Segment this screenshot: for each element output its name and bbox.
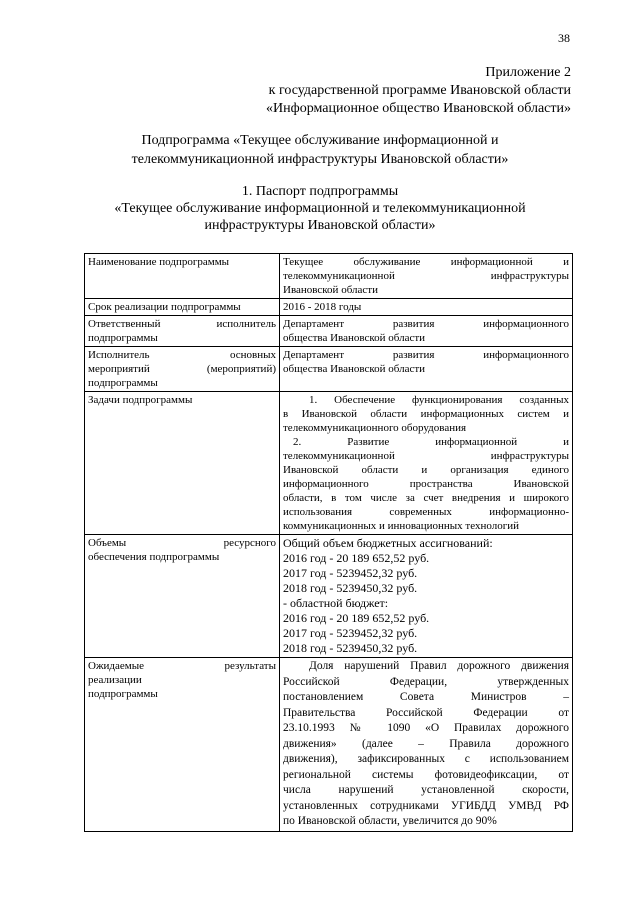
row-label: Наименование подпрограммы (85, 254, 280, 299)
row-value: Департамент развития информационного общества Ивановской области (280, 316, 573, 347)
table-row (85, 658, 573, 832)
table-row (85, 316, 573, 347)
page-number: 38 (558, 31, 570, 45)
heading-line: телекоммуникационной инфраструктуры Ивановской области» (131, 152, 509, 167)
heading-line: «Текущее обслуживание информационной и телекоммуникационной (114, 201, 526, 216)
row-label: Срок реализации подпрограммы (85, 299, 280, 316)
row-value: Общий объем бюджетных ассигнований: 2016 год - 20 189 652,52 руб. 2017 год - 5239452,32 руб. 2018 год - 5239450,32 руб. - областной бюджет: 2016 год - 20 189 652,52 руб. 2017 год - 5239452,32 руб. 2018 год - 5239450,32 руб. (280, 535, 573, 658)
appendix-header (151, 64, 571, 118)
table-row (85, 392, 573, 535)
table-row (85, 347, 573, 392)
row-value: Текущее обслуживание информационной и телекоммуникационной инфраструктуры Ивановской области (280, 254, 573, 299)
row-value: 1. Обеспечение функционирования созданных в Ивановской области информационных систем и телекоммуникационного оборудования 2. Развитие информационной и телекоммуникационной инфраструктуры Ивановской области и организация единого информационного пространства Ивановской области, в том числе за счет внедрения и широкого использования современных информационно- коммуникационных и инновационных технологий (280, 392, 573, 535)
row-label: Исполнитель основных мероприятий (мероприятий) подпрограммы (85, 347, 280, 392)
appendix-line: Приложение 2 (485, 65, 571, 80)
appendix-line: «Информационное общество Ивановской области» (266, 101, 571, 116)
row-value: Доля нарушений Правил дорожного движения Российской Федерации, утвержденных постановлением Совета Министров – Правительства Российской Федерации от 23.10.1993 № 1090 «О Правилах дорожного движения» (далее – Правила дорожного движения), зафиксированных с использованием региональной системы фотовидеофиксации, от числа нарушений установленной скорости, установленных сотрудниками УГИБДД УМВД РФ по Ивановской области, увеличится до 90% (280, 658, 573, 832)
table-row (85, 535, 573, 658)
heading-line: Подпрограмма «Текущее обслуживание информационной и (141, 133, 499, 148)
heading-line: инфраструктуры Ивановской области» (204, 218, 436, 233)
passport-table (84, 253, 573, 832)
row-label: Задачи подпрограммы (85, 392, 280, 535)
appendix-line: к государственной программе Ивановской области (268, 83, 571, 98)
row-label: Ожидаемые результаты реализации подпрограммы (85, 658, 280, 832)
heading-line: 1. Паспорт подпрограммы (241, 184, 399, 199)
subprogram-heading (60, 131, 580, 169)
row-label: Ответственный исполнитель подпрограммы (85, 316, 280, 347)
row-value: 2016 - 2018 годы (280, 299, 573, 316)
row-value: Департамент развития информационного общества Ивановской области (280, 347, 573, 392)
table-row (85, 299, 573, 316)
table-row (85, 254, 573, 299)
passport-heading (60, 183, 580, 234)
row-label: Объемы ресурсного обеспечения подпрограммы (85, 535, 280, 658)
